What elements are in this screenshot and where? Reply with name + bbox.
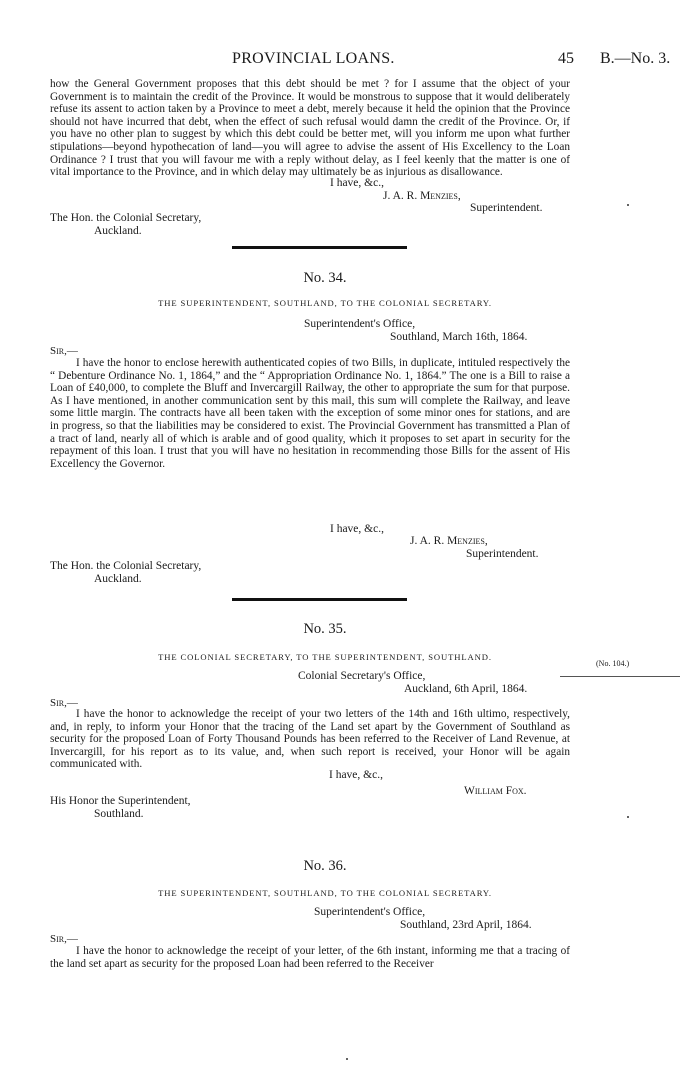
salutation: Sir,— [50, 697, 78, 709]
letter-number: No. 34. [303, 270, 347, 286]
section-rule [232, 598, 407, 601]
continuation-signatory: J. A. R. Menzies, [383, 190, 461, 202]
letter-number: No. 35. [303, 621, 347, 637]
letter-addressee [50, 795, 191, 821]
addressee-line-1: The Hon. the Colonial Secretary, [50, 560, 202, 572]
letter-heading: THE SUPERINTENDENT, SOUTHLAND, TO THE COLONIAL SECRETARY. [158, 888, 492, 898]
print-speck [627, 204, 629, 206]
salutation: Sir,— [50, 933, 78, 945]
document-reference: B.—No. 3. [600, 50, 671, 67]
continuation-addressee [50, 212, 201, 238]
letter-addressee [50, 560, 201, 586]
office-line: Colonial Secretary's Office, [298, 670, 426, 682]
addressee-line-1: The Hon. the Colonial Secretary, [50, 212, 202, 224]
addressee-line-2: Southland. [94, 808, 144, 820]
letter-heading: THE COLONIAL SECRETARY, TO THE SUPERINTENDENT, SOUTHLAND. [158, 652, 492, 662]
print-speck [346, 1058, 348, 1060]
salutation: Sir,— [50, 345, 78, 357]
page-number: 45 [558, 50, 574, 67]
margin-rule [560, 676, 680, 677]
place-date: Auckland, 6th April, 1864. [404, 683, 528, 695]
letter-signatory: J. A. R. Menzies, [410, 535, 488, 547]
continuation-body: how the General Government proposes that this debt should be met ? for I assume that the object of your Government is to maintain the credit of the Province. It would be monstrous to suppose that it would deliberately refuse its assent to action taken by a Province to meet a debt, merely because it held the opinion that the Province should not have incurred that debt, when the effect of such refusal would damn the credit of the Province. Or, if you have no other plan to suggest by which this debt could be better met, will you inform me upon what further stipulations—beyond hypothecation of land—you will agree to advise the assent of His Excellency to the Loan Ordinance ? I trust that you will favour me with a reply without delay, as I feel keenly that the matter is one of vital importance to the Province, and in which delay may ultimately be as injurious as disallowance. [50, 78, 570, 179]
addressee-line-2: Auckland. [94, 225, 142, 237]
section-rule [232, 246, 407, 249]
office-line: Superintendent's Office, [304, 318, 416, 330]
letter-body: I have the honor to acknowledge the receipt of your letter, of the 6th instant, informing me that a tracing of the land set apart as security for the proposed Loan had been referred to the Receiver [50, 945, 570, 970]
continuation-closing: I have, &c., [330, 177, 384, 189]
office-line: Superintendent's Office, [314, 906, 426, 918]
addressee-line-1: His Honor the Superintendent, [50, 795, 191, 807]
page-header [0, 50, 700, 70]
continuation-signatory-title: Superintendent. [470, 202, 543, 214]
letter-number: No. 36. [303, 858, 347, 874]
letter-signatory-title: Superintendent. [466, 548, 539, 560]
letter-body: I have the honor to acknowledge the receipt of your two letters of the 14th and 16th ultimo, respectively, and, in reply, to inform your Honor that the tracing of the Land set apart by the Government of Southland as security for the proposed Loan of Forty Thousand Pounds has been referred to the Receiver of Land Revenue, at Invercargill, for his report as to its value, and, when such report is received, your Honor will be again communicated with. [50, 708, 570, 771]
letter-heading: THE SUPERINTENDENT, SOUTHLAND, TO THE COLONIAL SECRETARY. [158, 298, 492, 308]
running-title: PROVINCIAL LOANS. [232, 50, 395, 67]
letter-signatory: William Fox. [464, 785, 527, 797]
letter-closing: I have, &c., [329, 769, 383, 781]
addressee-line-2: Auckland. [94, 573, 142, 585]
place-date: Southland, 23rd April, 1864. [400, 919, 532, 931]
letter-closing: I have, &c., [330, 523, 384, 535]
margin-note: (No. 104.) [596, 659, 630, 668]
place-date: Southland, March 16th, 1864. [390, 331, 528, 343]
print-speck [627, 816, 629, 818]
letter-body: I have the honor to enclose herewith authenticated copies of two Bills, in duplicate, intituled respectively the “ Debenture Ordinance No. 1, 1864,” and the “ Appropriation Ordinance No. 1, 1864.” The one is a Bill to raise a Loan of £40,000, to complete the Bluff and Invercargill Railway, the other to appropriate the sum for that purpose. As I have mentioned, in another communication sent by this mail, this sum will complete the Railway, and leave some little margin. The contracts have all been taken with the exception of some minor ones for stations, and are in progress, so that the liabilities may be considered to exist. The Provincial Government has transmitted a Plan of a tract of land, nearly all of which is arable and of good quality, which it proposes to set apart in security for the repayment of this loan. I trust that you will have no hesitation in recommending those Bills for the assent of His Excellency the Governor. [50, 357, 570, 470]
